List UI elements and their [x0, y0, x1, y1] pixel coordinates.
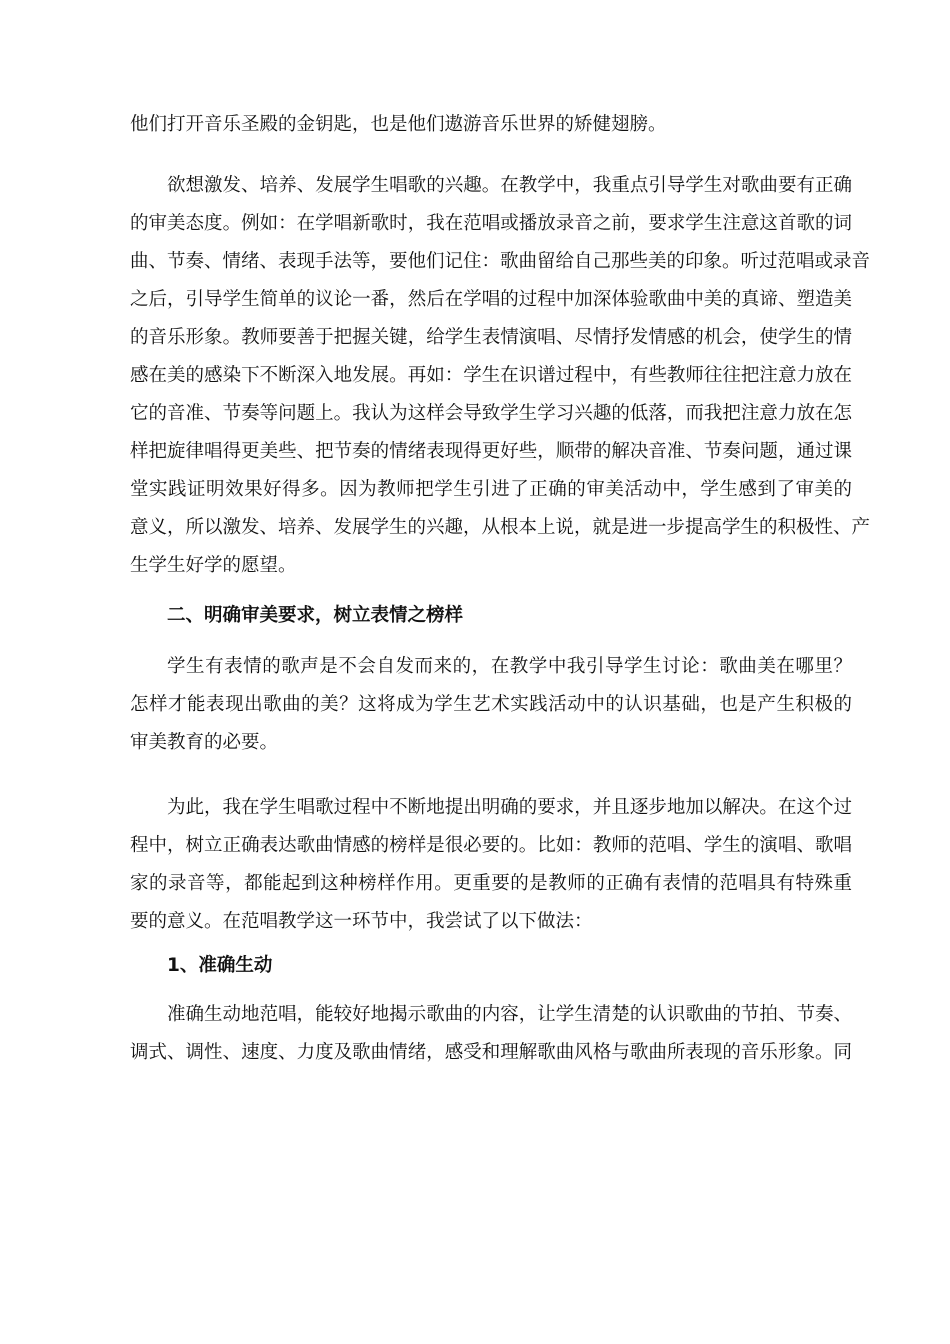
- text-line: 生学生好学的愿望。: [130, 555, 297, 576]
- text-line: 要的意义。在范唱教学这一环节中，我尝试了以下做法：: [130, 911, 593, 932]
- text-line: 它的音准、节奏等问题上。我认为这样会导致学生学习兴趣的低落，而我把注意力放在怎: [130, 403, 852, 424]
- text-line: 的音乐形象。教师要善于把握关键，给学生表情演唱、尽情抒发情感的机会，使学生的情: [130, 327, 852, 348]
- text-line: 调式、调性、速度、力度及歌曲情绪，感受和理解歌曲风格与歌曲所表现的音乐形象。同: [130, 1042, 852, 1063]
- text-line: 欲想激发、培养、发展学生唱歌的兴趣。在教学中，我重点引导学生对歌曲要有正确: [167, 175, 852, 196]
- text-line: 准确生动地范唱，能较好地揭示歌曲的内容，让学生清楚的认识歌曲的节拍、节奏、: [167, 1004, 852, 1025]
- text-line: 意义，所以激发、培养、发展学生的兴趣，从根本上说，就是进一步提高学生的积极性、产: [130, 517, 871, 538]
- text-line: 审美教育的必要。: [130, 732, 279, 753]
- subsection-heading: 1、准确生动: [167, 955, 273, 976]
- text-line: 曲、节奏、情绪、表现手法等，要他们记住：歌曲留给自己那些美的印象。听过范唱或录音: [130, 251, 871, 272]
- text-line: 样把旋律唱得更美些、把节奏的情绪表现得更好些，顺带的解决音准、节奏问题，通过课: [130, 441, 852, 462]
- text-line: 之后，引导学生简单的议论一番，然后在学唱的过程中加深体验歌曲中美的真谛、塑造美: [130, 289, 852, 310]
- text-line: 怎样才能表现出歌曲的美？这将成为学生艺术实践活动中的认识基础，也是产生积极的: [130, 694, 852, 715]
- section-heading: 二、明确审美要求，树立表情之榜样: [167, 605, 464, 626]
- text-line: 家的录音等，都能起到这种榜样作用。更重要的是教师的正确有表情的范唱具有特殊重: [130, 873, 852, 894]
- text-line: 程中，树立正确表达歌曲情感的榜样是很必要的。比如：教师的范唱、学生的演唱、歌唱: [130, 835, 852, 856]
- text-line: 的审美态度。例如：在学唱新歌时，我在范唱或播放录音之前，要求学生注意这首歌的词: [130, 213, 852, 234]
- text-line: 感在美的感染下不断深入地发展。再如：学生在识谱过程中，有些教师往往把注意力放在: [130, 365, 852, 386]
- text-line: 他们打开音乐圣殿的金钥匙，也是他们遨游音乐世界的矫健翅膀。: [130, 114, 667, 135]
- text-line: 学生有表情的歌声是不会自发而来的，在教学中我引导学生讨论：歌曲美在哪里？: [167, 656, 852, 677]
- text-line: 堂实践证明效果好得多。因为教师把学生引进了正确的审美活动中，学生感到了审美的: [130, 479, 852, 500]
- text-line: 为此，我在学生唱歌过程中不断地提出明确的要求，并且逐步地加以解决。在这个过: [167, 797, 852, 818]
